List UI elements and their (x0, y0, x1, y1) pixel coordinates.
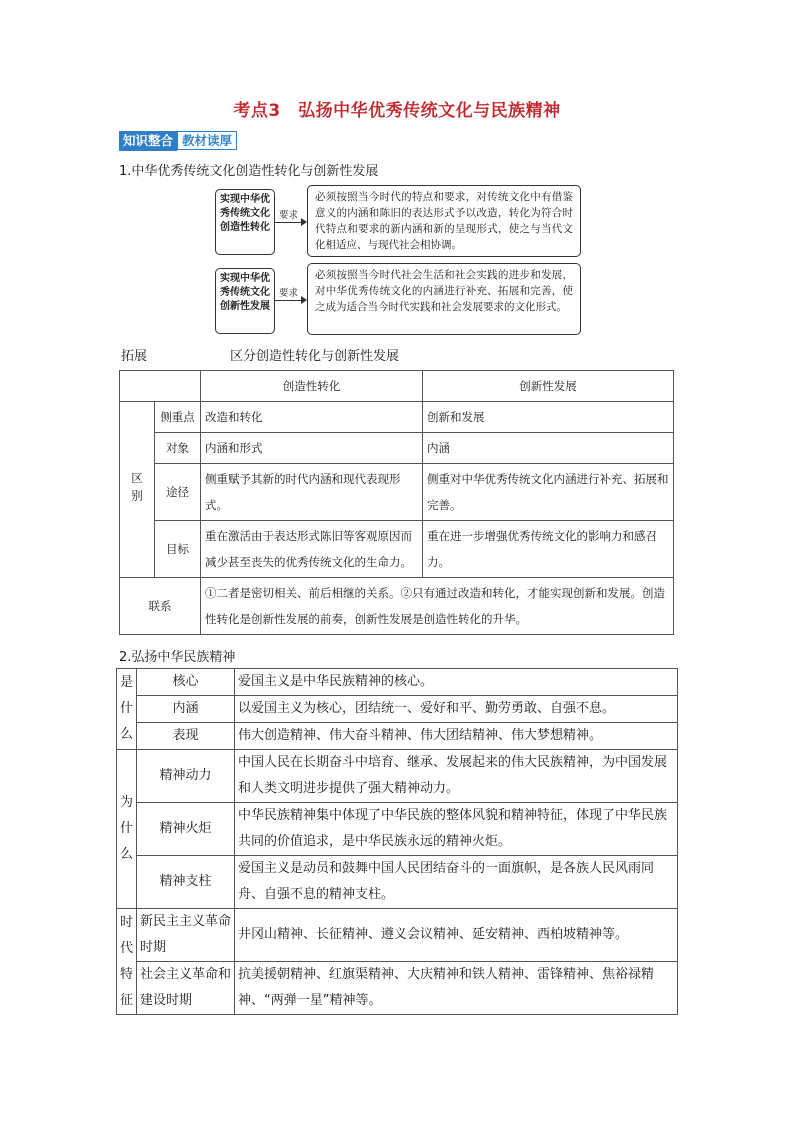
cell-transformation: 改造和转化 (201, 402, 423, 433)
table-row (117, 856, 678, 909)
group-label-what: 是 什 么 (117, 669, 137, 750)
section-badges (119, 131, 237, 151)
row-key: 途径 (155, 464, 201, 521)
section1-heading: 1.中华优秀传统文化创造性转化与创新性发展 (119, 164, 379, 179)
table-row (120, 521, 674, 578)
diagram-text-transformation: 必须按照当今时代的特点和要求，对传统文化中有借鉴意义的内涵和陈旧的表达形式予以改造，转化为符合时代特点和要求的新内涵和新的呈现形式，使之与当代文化相适应、与现代社会相协调。 (307, 185, 581, 257)
arrow-label: 要求 (277, 207, 300, 221)
diagram-box-development: 实现中华优秀传统文化创新性发展 (215, 268, 275, 334)
row-key: 社会主义革命和建设时期 (137, 962, 235, 1015)
row-key: 精神火炬 (137, 803, 235, 856)
arrow-line (275, 222, 303, 223)
table-row (117, 750, 678, 803)
header-transformation: 创造性转化 (201, 371, 423, 402)
group-label-difference: 区别 (120, 402, 155, 578)
extension-title: 区分创造性转化与创新性发展 (230, 349, 400, 364)
row-value: 井冈山精神、长征精神、遵义会议精神、延安精神、西柏坡精神等。 (235, 909, 678, 962)
row-value: 中国人民在长期奋斗中培育、继承、发展起来的伟大民族精神，为中国发展和人类文明进步提供了强大精神动力。 (235, 750, 678, 803)
row-key: 侧重点 (155, 402, 201, 433)
row-value: 以爱国主义为核心，团结统一、爱好和平、勤劳勇敢、自强不息。 (235, 696, 678, 723)
cell-development: 重在进一步增强优秀传统文化的影响力和感召力。 (423, 521, 674, 578)
comparison-table (119, 370, 674, 635)
arrow-line (275, 300, 303, 301)
table-row (120, 433, 674, 464)
row-key: 表现 (137, 723, 235, 750)
table-row (117, 803, 678, 856)
cell-transformation: 侧重赋予其新的时代内涵和现代表现形式。 (201, 464, 423, 521)
table-row (117, 909, 678, 962)
section2-heading: 2.弘扬中华民族精神 (119, 650, 236, 665)
row-value: 抗美援朝精神、红旗渠精神、大庆精神和铁人精神、雷锋精神、焦裕禄精神、“两弹一星”精神等。 (235, 962, 678, 1015)
row-value: 爱国主义是中华民族精神的核心。 (235, 669, 678, 696)
row-value: 中华民族精神集中体现了中华民族的整体风貌和精神特征，体现了中华民族共同的价值追求，是中华民族永远的精神火炬。 (235, 803, 678, 856)
table-row (117, 696, 678, 723)
row-key: 精神动力 (137, 750, 235, 803)
badge-knowledge: 知识整合 (119, 131, 177, 151)
cell-development: 侧重对中华优秀传统文化内涵进行补充、拓展和完善。 (423, 464, 674, 521)
arrow-label: 要求 (277, 285, 300, 299)
table-row (117, 962, 678, 1015)
row-key: 新民主主义革命时期 (137, 909, 235, 962)
table-row (117, 669, 678, 696)
table-row (120, 464, 674, 521)
cell-transformation: 重在激活由于表达形式陈旧等客观原因而减少甚至丧失的优秀传统文化的生命力。 (201, 521, 423, 578)
table-header-row (120, 371, 674, 402)
badge-textbook: 教材读厚 (177, 131, 237, 150)
cell-development: 内涵 (423, 433, 674, 464)
cell-link: ①二者是密切相关、前后相继的关系。②只有通过改造和转化，才能实现创新和发展。创造性转化是创新性发展的前奏，创新性发展是创造性转化的升华。 (201, 578, 674, 635)
table-row-link (120, 578, 674, 635)
table-row (120, 402, 674, 433)
cell-transformation: 内涵和形式 (201, 433, 423, 464)
row-key: 内涵 (137, 696, 235, 723)
diagram-box-transformation: 实现中华优秀传统文化创造性转化 (215, 189, 275, 255)
cell-development: 创新和发展 (423, 402, 674, 433)
national-spirit-table (116, 668, 678, 1015)
row-value: 伟大创造精神、伟大奋斗精神、伟大团结精神、伟大梦想精神。 (235, 723, 678, 750)
row-key: 目标 (155, 521, 201, 578)
row-key: 联系 (120, 578, 201, 635)
row-value: 爱国主义是动员和鼓舞中国人民团结奋斗的一面旗帜，是各族人民风雨同舟、自强不息的精神支柱。 (235, 856, 678, 909)
group-label-era: 时 代 特 征 (117, 909, 137, 1015)
group-label-why: 为 什 么 (117, 750, 137, 909)
page-title: 考点3 弘扬中华优秀传统文化与民族精神 (233, 101, 561, 121)
table-row (117, 723, 678, 750)
extension-label: 拓展 (121, 349, 148, 364)
row-key: 核心 (137, 669, 235, 696)
header-development: 创新性发展 (423, 371, 674, 402)
row-key: 精神支柱 (137, 856, 235, 909)
diagram-text-development: 必须按照当今时代社会生活和社会实践的进步和发展，对中华优秀传统文化的内涵进行补充、拓展和完善，使之成为适合当今时代实践和社会发展要求的文化形式。 (307, 263, 581, 335)
row-key: 对象 (155, 433, 201, 464)
